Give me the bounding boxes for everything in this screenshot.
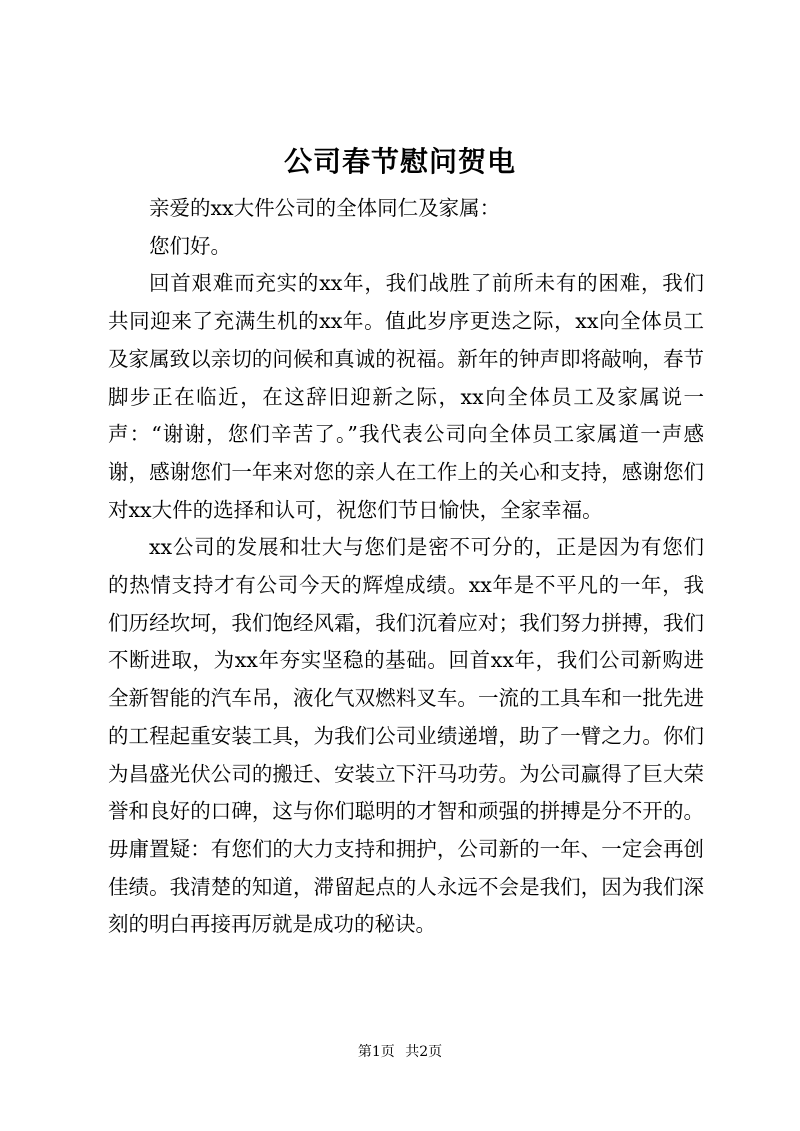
page-title: 公司春节慰问贺电 <box>283 145 516 178</box>
greeting: 您们好。 <box>149 233 231 258</box>
page-total: 共2页 <box>405 1044 443 1060</box>
salutation: 亲爱的xx大件公司的全体同仁及家属： <box>149 196 501 220</box>
document-body <box>108 190 704 944</box>
page-footer <box>0 1042 800 1062</box>
page-number: 第1页 <box>357 1044 395 1060</box>
paragraph: xx公司的发展和壮大与您们是密不可分的，正是因为有您们的热情支持才有公司今天的辉煌成绩。xx年是不平凡的一年，我们历经坎坷，我们饱经风霜，我们沉着应对；我们努力拼搏，我们不断进取，为xx年夯实坚稳的基础。回首xx年，我们公司新购进全新智能的汽车吊，液化气双燃料叉车。一流的工具车和一批先进的工程起重安装工具，为我们公司业绩递增，助了一臂之力。你们为昌盛光伏公司的搬迁、安装立下汗马功劳。为公司赢得了巨大荣誉和良好的口碑，这与你们聪明的才智和顽强的拼搏是分不开的。毋庸置疑：有您们的大力支持和拥护，公司新的一年、一定会再创佳绩。我清楚的知道，滞留起点的人永远不会是我们，因为我们深刻的明白再接再厉就是成功的秘诀。 <box>108 535 704 937</box>
paragraph: 回首艰难而充实的xx年，我们战胜了前所未有的困难，我们共同迎来了充满生机的xx年。值此岁序更迭之际，xx向全体员工及家属致以亲切的问候和真诚的祝福。新年的钟声即将敲响，春节脚步正在临近，在这辞旧迎新之际，xx向全体员工及家属说一声：“谢谢，您们辛苦了。”我代表公司向全体员工家属道一声感谢，感谢您们一年来对您的亲人在工作上的关心和支持，感谢您们对xx大件的选择和认可，祝您们节日愉快，全家幸福。 <box>108 271 704 522</box>
